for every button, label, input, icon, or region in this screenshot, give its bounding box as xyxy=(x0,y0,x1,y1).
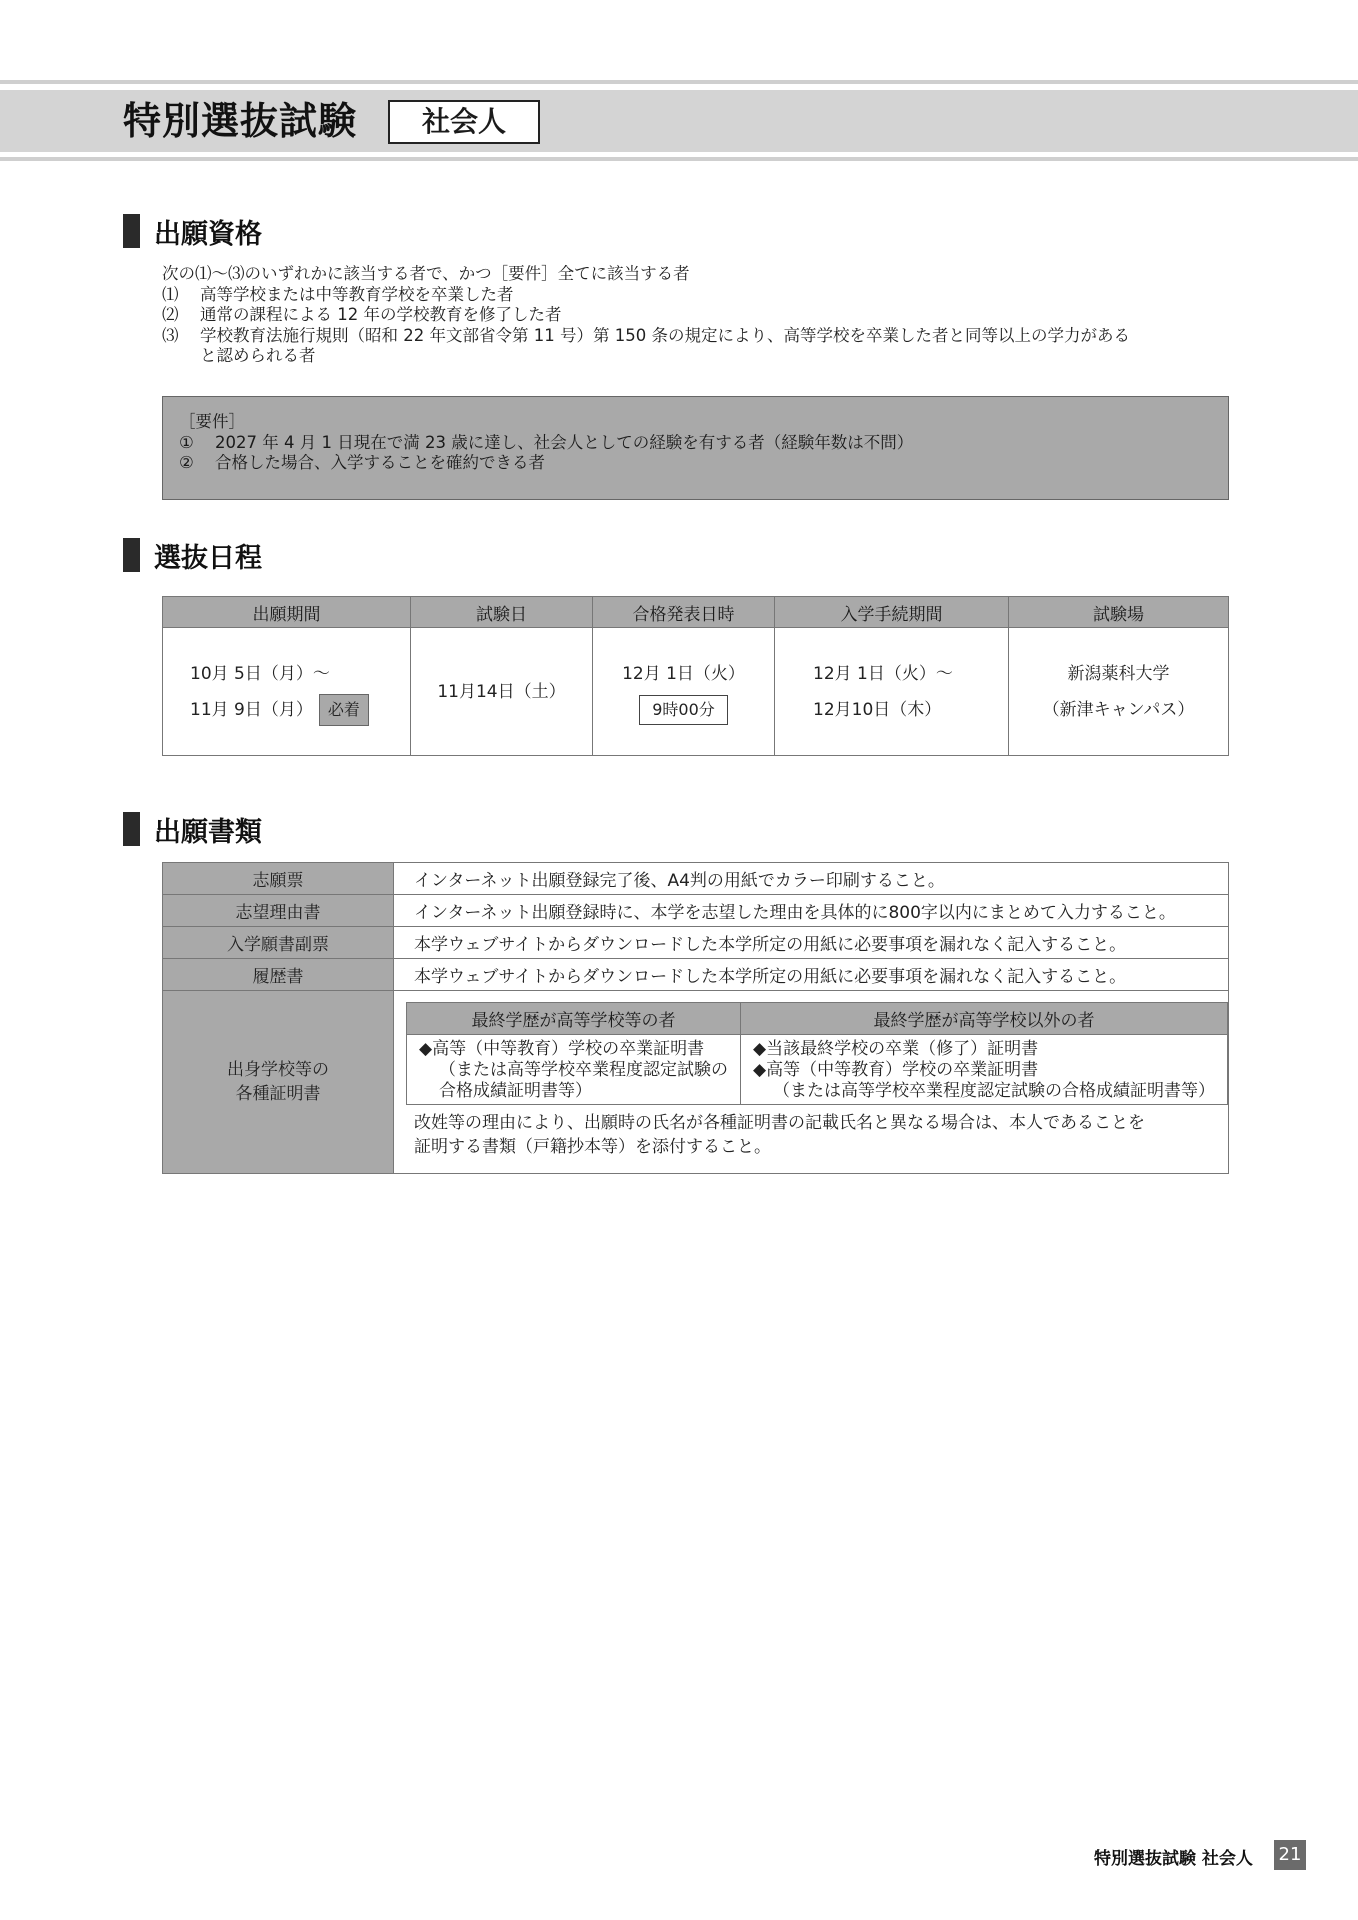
eligibility-heading xyxy=(123,214,262,248)
heading-bar xyxy=(123,812,140,846)
document-description: 本学ウェブサイトからダウンロードした本学所定の用紙に必要事項を漏れなく記入すること。 xyxy=(394,927,1229,959)
document-label: 出身学校等の 各種証明書 xyxy=(163,991,394,1174)
enrollment-period-cell: 12月 1日（火）〜 12月10日（木） xyxy=(775,628,1009,756)
document-label: 入学願書副票 xyxy=(163,927,394,959)
document-description: 本学ウェブサイトからダウンロードした本学所定の用紙に必要事項を漏れなく記入すること。 xyxy=(394,959,1229,991)
high-school-certificates: ◆高等（中等教育）学校の卒業証明書 （または高等学校卒業程度認定試験の 合格成績証明書等） xyxy=(407,1035,741,1105)
column-header: 入学手続期間 xyxy=(775,597,1009,628)
announcement-cell: 12月 1日（火） 9時00分 xyxy=(593,628,775,756)
eligibility-item: ⑴ 高等学校または中等教育学校を卒業した者 xyxy=(162,284,514,304)
schedule-header-row xyxy=(163,597,1229,628)
schedule-row xyxy=(163,628,1229,756)
document-label: 志望理由書 xyxy=(163,895,394,927)
document-row xyxy=(163,927,1229,959)
eligibility-item: ⑶ 学校教育法施行規則（昭和 22 年文部省令第 11 号）第 150 条の規定により、高等学校を卒業した者と同等以上の学力がある xyxy=(162,325,1130,345)
document-row xyxy=(163,895,1229,927)
category-badge: 社会人 xyxy=(388,100,540,144)
page-number: 21 xyxy=(1274,1840,1306,1870)
requirements-title: ［要件］ xyxy=(179,412,245,431)
venue-cell: 新潟薬科大学 （新津キャンパス） xyxy=(1009,628,1229,756)
eligibility-item-continuation: と認められる者 xyxy=(200,346,316,365)
subtable-header-row xyxy=(407,1003,1228,1035)
header-bottom-rule xyxy=(0,157,1358,161)
document-label: 履歴書 xyxy=(163,959,394,991)
schedule-table xyxy=(162,596,1229,756)
schedule-heading xyxy=(123,538,262,572)
document-row xyxy=(163,863,1229,895)
other-certificates: ◆当該最終学校の卒業（修了）証明書 ◆高等（中等教育）学校の卒業証明書 （または高等学校卒業程度認定試験の合格成績証明書等） xyxy=(741,1035,1228,1105)
schedule-title: 選抜日程 xyxy=(154,542,262,574)
documents-table xyxy=(162,862,1229,1174)
page-title: 特別選抜試験 xyxy=(123,99,358,143)
header-top-rule xyxy=(0,80,1358,84)
column-header: 試験日 xyxy=(411,597,593,628)
document-label: 志願票 xyxy=(163,863,394,895)
heading-bar xyxy=(123,538,140,572)
footer-section-label: 特別選抜試験 社会人 xyxy=(1094,1849,1253,1869)
exam-date-cell: 11月14日（土） xyxy=(411,628,593,756)
requirements-box xyxy=(162,396,1229,500)
certificates-cell xyxy=(394,991,1229,1174)
column-header: 最終学歴が高等学校等の者 xyxy=(407,1003,741,1035)
eligibility-text xyxy=(162,264,1232,367)
subtable-row xyxy=(407,1035,1228,1105)
column-header: 出願期間 xyxy=(163,597,411,628)
announce-time-box: 9時00分 xyxy=(639,695,728,725)
name-change-note: 改姓等の理由により、出願時の氏名が各種証明書の記載氏名と異なる場合は、本人であることを 証明する書類（戸籍抄本等）を添付すること。 xyxy=(414,1113,1145,1157)
document-description: インターネット出願登録完了後、A4判の用紙でカラー印刷すること。 xyxy=(394,863,1229,895)
documents-title: 出願書類 xyxy=(154,816,262,848)
document-row xyxy=(163,959,1229,991)
eligibility-item: ⑵ 通常の課程による 12 年の学校教育を修了した者 xyxy=(162,305,562,324)
requirement-item: ② 合格した場合、入学することを確約できる者 xyxy=(179,453,545,472)
column-header: 試験場 xyxy=(1009,597,1229,628)
heading-bar xyxy=(123,214,140,248)
documents-heading xyxy=(123,812,262,846)
document-description: インターネット出願登録時に、本学を志望した理由を具体的に800字以内にまとめて入力すること。 xyxy=(394,895,1229,927)
must-arrive-badge: 必着 xyxy=(319,694,369,726)
certificates-subtable xyxy=(406,1002,1228,1105)
requirement-item: ① 2027 年 4 月 1 日現在で満 23 歳に達し、社会人としての経験を有する者（経験年数は不問） xyxy=(179,432,914,452)
column-header: 合格発表日時 xyxy=(593,597,775,628)
eligibility-title: 出願資格 xyxy=(154,218,262,250)
eligibility-intro: 次の⑴〜⑶のいずれかに該当する者で、かつ［要件］全てに該当する者 xyxy=(162,264,690,283)
application-period-cell: 10月 5日（月）〜 11月 9日（月） 必着 xyxy=(163,628,411,756)
document-row-certificates xyxy=(163,991,1229,1174)
column-header: 最終学歴が高等学校以外の者 xyxy=(741,1003,1228,1035)
